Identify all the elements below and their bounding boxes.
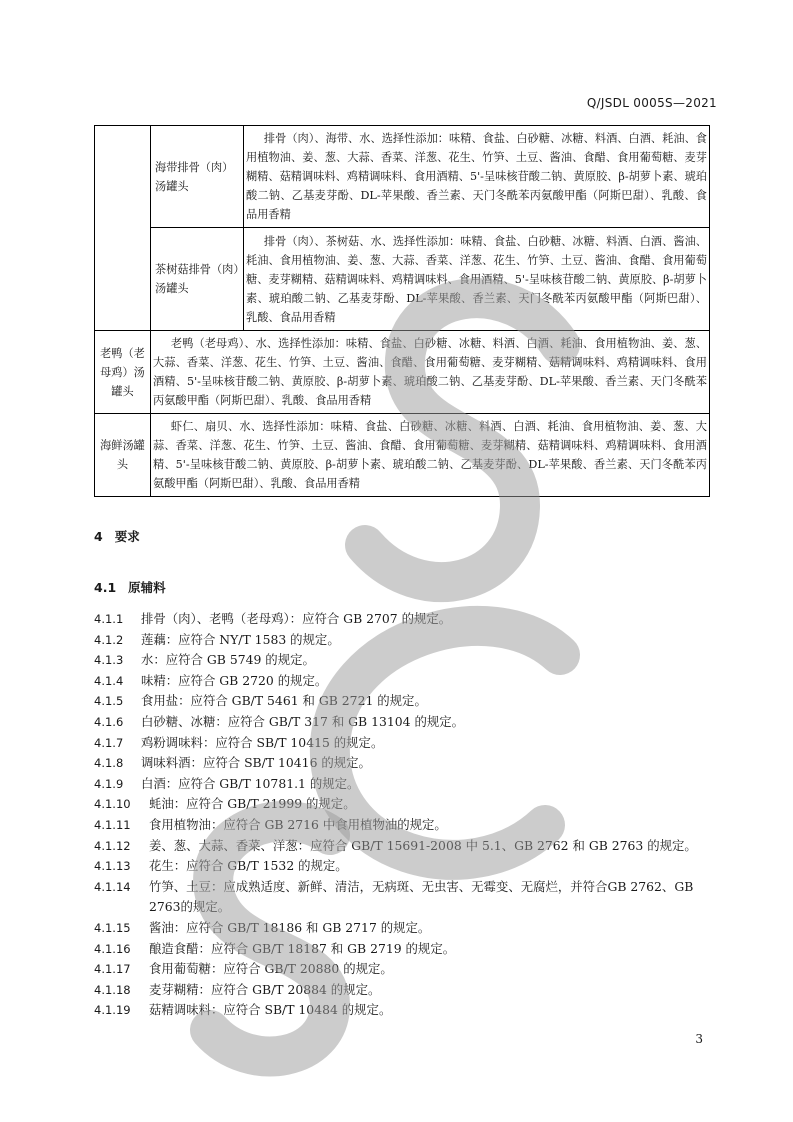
clause-number: 4.1.1: [94, 612, 124, 626]
clause-number: 4.1.15: [94, 920, 131, 935]
clause-text: 鸡粉调味料：应符合 SB/T 10415 的规定。: [141, 734, 384, 750]
clause-number: 4.1.10: [94, 797, 131, 812]
ingredients-cell: [244, 228, 710, 331]
clause-text: 调味料酒：应符合 SB/T 10416 的规定。: [141, 755, 371, 771]
subsection-title: 原辅料: [128, 580, 166, 595]
clause-item: [94, 939, 724, 960]
clause-item: [94, 671, 724, 692]
clause-item: [94, 836, 724, 857]
clause-number: 4.1.16: [94, 941, 131, 956]
clause-text: 食用葡萄糖：应符合 GB/T 20880 的规定。: [149, 961, 393, 977]
table-row: [95, 126, 710, 228]
clause-text: 食用盐：应符合 GB/T 5461 和 GB 2721 的规定。: [141, 693, 427, 709]
clause-text: 水：应符合 GB 5749 的规定。: [141, 652, 315, 668]
clause-number: 4.1.6: [94, 714, 124, 729]
section-heading: [94, 527, 140, 545]
clause-item: [94, 774, 724, 795]
page-number: 3: [695, 1032, 703, 1046]
clause-text: 莲藕：应符合 NY/T 1583 的规定。: [141, 631, 340, 647]
clause-number: 4.1.8: [94, 756, 124, 771]
clause-item: [94, 712, 724, 733]
group-cell: [95, 126, 151, 331]
clause-number: 4.1.17: [94, 962, 131, 977]
clause-number: 4.1.19: [94, 1003, 131, 1018]
clause-number: 4.1.14: [94, 879, 131, 894]
section-number: 4: [94, 529, 103, 544]
table-row: [95, 228, 710, 331]
clause-text: 排骨（肉）、老鸭（老母鸡）：应符合 GB 2707 的规定。: [141, 611, 452, 626]
clause-item: [94, 918, 724, 939]
product-name-cell: 海鲜汤罐头: [95, 414, 151, 497]
subsection-heading: [94, 578, 166, 596]
product-name-cell: 海带排骨（肉）汤罐头: [151, 126, 244, 228]
ingredients-text: 虾仁、扇贝、水、选择性添加：味精、食盐、白砂糖、冰糖、料酒、白酒、耗油、食用植物油、姜、葱、大蒜、香菜、洋葱、花生、竹笋、土豆、酱油、食醋、食用葡萄糖、麦芽糊精、菇精调味料、鸡精调味料、食用酒精、5'-呈味核苷酸二钠、黄原胶、β-胡萝卜素、琥珀酸二钠、乙基麦芽酚、DL-苹果酸、香兰素、天门冬酰苯丙氨酸甲酯（阿斯巴甜）、乳酸、食品用香精: [153, 420, 707, 490]
clause-number: 4.1.11: [94, 817, 131, 832]
clause-item: [94, 650, 724, 671]
ingredients-text: 老鸭（老母鸡）、水、选择性添加：味精、食盐、白砂糖、冰糖、料酒、白酒、耗油、食用植物油、姜、葱、大蒜、香菜、洋葱、花生、竹笋、土豆、酱油、食醋、食用葡萄糖、麦芽糊精、菇精调味料、鸡精调味料、食用酒精、5'-呈味核苷酸二钠、黄原胶、β-胡萝卜素、琥珀酸二钠、乙基麦芽酚、DL-苹果酸、香兰素、天门冬酰苯丙氨酸甲酯（阿斯巴甜）、乳酸、食品用香精: [153, 337, 707, 407]
clause-item: [94, 815, 724, 836]
table-row: [95, 414, 710, 497]
clause-item: [94, 733, 724, 754]
table-row: [95, 331, 710, 414]
clause-text: 菇精调味料：应符合 SB/T 10484 的规定。: [149, 1002, 392, 1018]
clause-text: 麦芽糊精：应符合 GB/T 20884 的规定。: [149, 981, 381, 997]
document-code: Q/JSDL 0005S—2021: [586, 96, 717, 110]
clause-text: 蚝油：应符合 GB/T 21999 的规定。: [149, 796, 356, 812]
ingredients-cell: [151, 414, 710, 497]
clause-number: 4.1.9: [94, 776, 124, 791]
clause-item: [94, 753, 724, 774]
clause-text: 姜、葱、大蒜、香菜、洋葱：应符合 GB/T 15691-2008 中 5.1、GB 2762 和 GB 2763 的规定。: [149, 837, 697, 853]
ingredients-cell: [244, 126, 710, 228]
clause-text: 白酒：应符合 GB/T 10781.1 的规定。: [141, 775, 360, 791]
clause-item: [94, 609, 724, 630]
clause-text: 酿造食醋：应符合 GB/T 18187 和 GB 2719 的规定。: [149, 940, 456, 956]
ingredients-text: 排骨（肉）、海带、水、选择性添加：味精、食盐、白砂糖、冰糖、料酒、白酒、耗油、食用植物油、姜、葱、大蒜、香菜、洋葱、花生、竹笋、土豆、酱油、食醋、食用葡萄糖、麦芽糊精、菇精调味料、鸡精调味料、食用酒精、5'-呈味核苷酸二钠、黄原胶、β-胡萝卜素、琥珀酸二钠、乙基麦芽酚、DL-苹果酸、香兰素、天门冬酰苯丙氨酸甲酯（阿斯巴甜）、乳酸、食品用香精: [246, 132, 707, 221]
clause-list: [94, 609, 724, 1021]
clause-item: [94, 877, 724, 918]
clause-number: 4.1.18: [94, 982, 131, 997]
clause-text: 酱油：应符合 GB/T 18186 和 GB 2717 的规定。: [149, 919, 431, 935]
ingredients-table: [94, 125, 710, 497]
clause-number: 4.1.7: [94, 735, 124, 750]
clause-number: 4.1.12: [94, 838, 131, 853]
clause-number: 4.1.13: [94, 859, 131, 874]
clause-number: 4.1.2: [94, 632, 124, 647]
section-title: 要求: [114, 529, 140, 544]
clause-text: 花生：应符合 GB/T 1532 的规定。: [149, 858, 348, 874]
clause-item: [94, 959, 724, 980]
subsection-number: 4.1: [94, 580, 117, 595]
clause-number: 4.1.3: [94, 653, 124, 668]
clause-item: [94, 980, 724, 1001]
clause-item: [94, 794, 724, 815]
clause-text: 食用植物油：应符合 GB 2716 中食用植物油的规定。: [149, 816, 447, 832]
clause-number: 4.1.4: [94, 673, 124, 688]
product-name-cell: 老鸭（老母鸡）汤罐头: [95, 331, 151, 414]
clause-number: 4.1.5: [94, 694, 124, 709]
clause-text: 白砂糖、冰糖：应符合 GB/T 317 和 GB 13104 的规定。: [141, 713, 465, 729]
clause-item: [94, 630, 724, 651]
product-name-cell: 茶树菇排骨（肉）汤罐头: [151, 228, 244, 331]
clause-text: 竹笋、土豆：应成熟适度、新鲜、清洁，无病斑、无虫害、无霉变、无腐烂，并符合GB 2762、GB 2763的规定。: [149, 878, 694, 915]
ingredients-cell: [151, 331, 710, 414]
clause-item: [94, 856, 724, 877]
ingredients-text: 排骨（肉）、茶树菇、水、选择性添加：味精、食盐、白砂糖、冰糖、料酒、白酒、酱油、耗油、食用植物油、姜、葱、大蒜、香菜、洋葱、花生、竹笋、土豆、酱油、食醋、食用葡萄糖、麦芽糊精、菇精调味料、鸡精调味料、食用酒精、5'-呈味核苷酸二钠、黄原胶、β-胡萝卜素、琥珀酸二钠、乙基麦芽酚、DL-苹果酸、香兰素、天门冬酰苯丙氨酸甲酯（阿斯巴甜）、乳酸、食品用香精: [246, 234, 707, 324]
clause-item: [94, 1000, 724, 1021]
clause-text: 味精：应符合 GB 2720 的规定。: [141, 672, 328, 688]
clause-item: [94, 691, 724, 712]
